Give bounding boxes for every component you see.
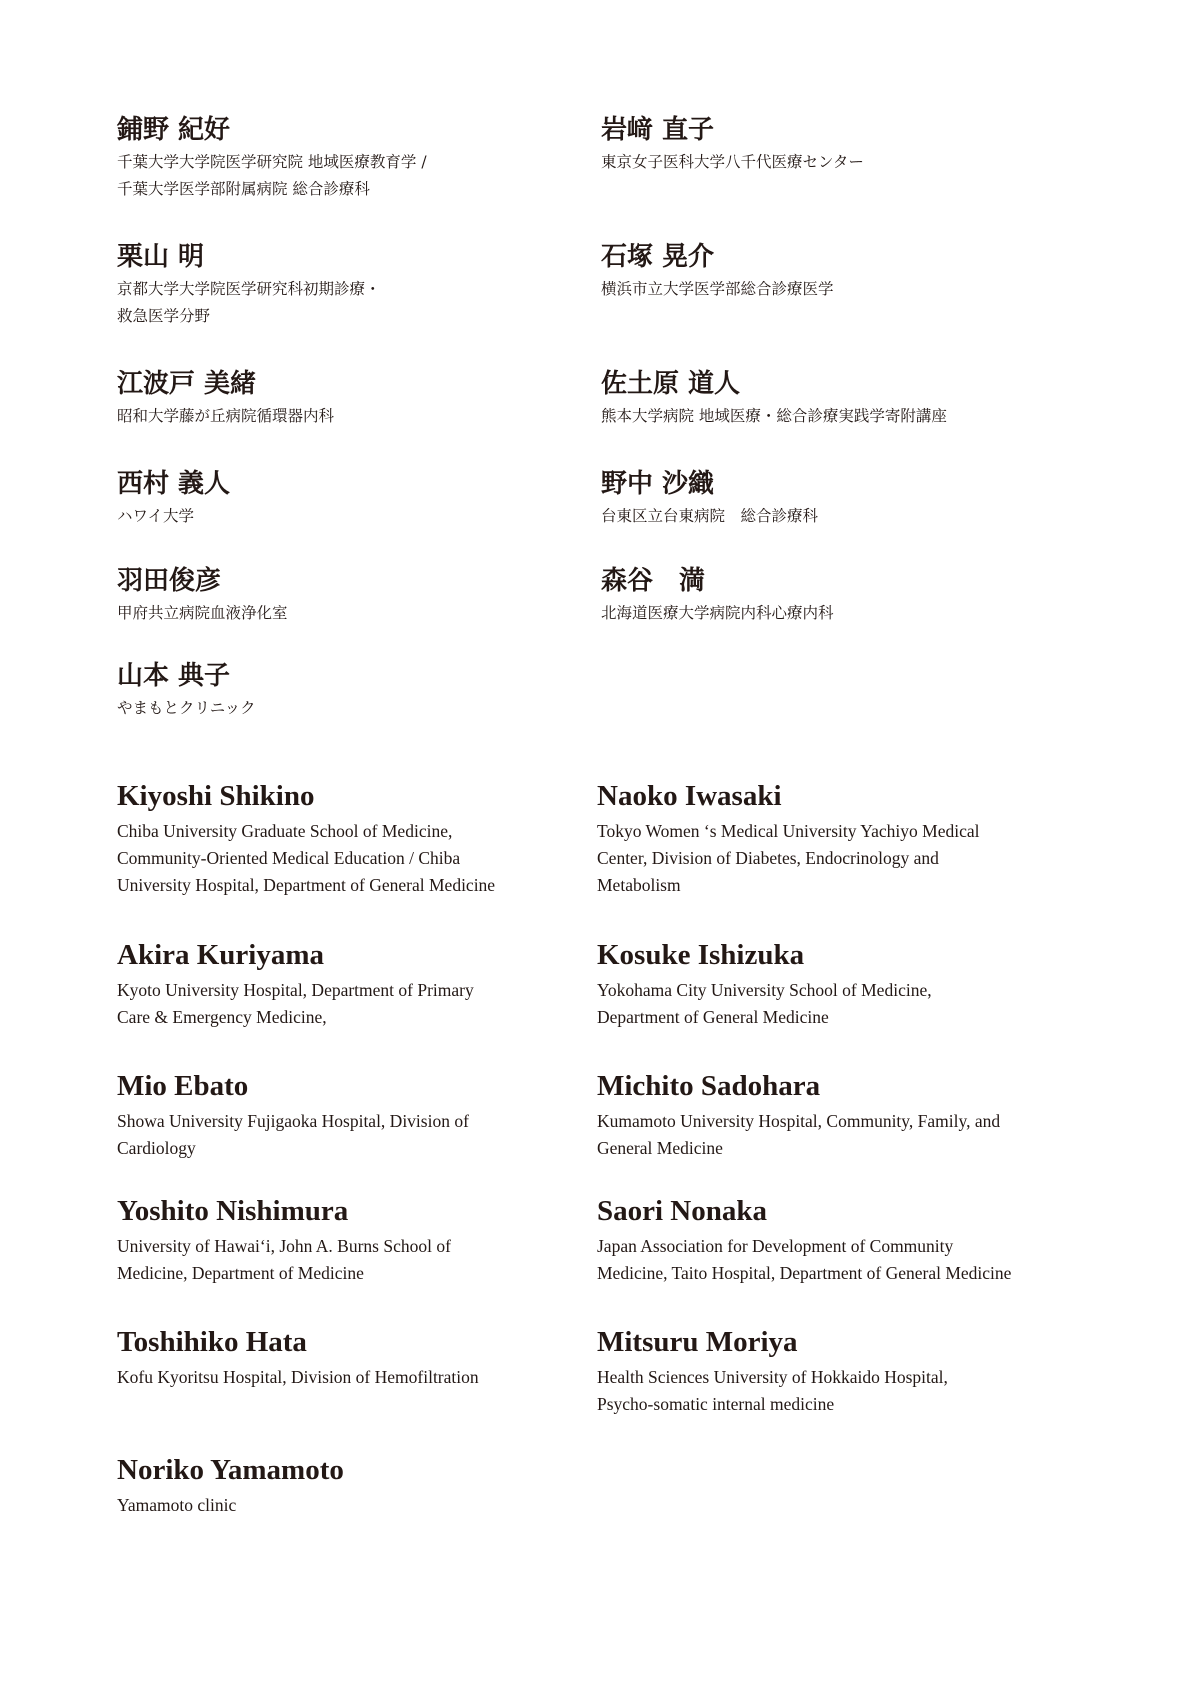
affiliation: やまもとクリニック — [117, 699, 256, 717]
person-name: 西村 義人 — [117, 469, 231, 499]
person-name: 栗山 明 — [117, 242, 205, 272]
affiliation: 甲府共立病院血液浄化室 — [117, 604, 288, 622]
affiliation: 東京女子医科大学八千代医療センター — [601, 153, 864, 171]
person-name: Noriko Yamamoto — [117, 1454, 344, 1486]
jp-entry-sadohara — [601, 367, 1071, 430]
affiliation: Japan Association for Development of Community Medicine, Taito Hospital, Department of General Medicine — [597, 1236, 1012, 1283]
en-entry-sadohara — [597, 1068, 1087, 1162]
en-entry-kuriyama — [117, 937, 597, 1031]
person-name: 岩﨑 直子 — [601, 115, 715, 145]
person-name: Mitsuru Moriya — [597, 1326, 798, 1358]
jp-entry-kuriyama — [117, 240, 587, 330]
affiliation: 昭和大学藤が丘病院循環器内科 — [117, 407, 335, 425]
affiliation: Health Sciences University of Hokkaido Hospital, Psycho-somatic internal medicine — [597, 1367, 948, 1414]
person-name: Mio Ebato — [117, 1070, 249, 1102]
affiliation: 台東区立台東病院 総合診療科 — [601, 507, 819, 525]
jp-entry-shikino — [117, 113, 587, 203]
person-name: Toshihiko Hata — [117, 1326, 307, 1358]
person-name: 江波戸 美緒 — [117, 369, 257, 399]
affiliation: 熊本大学病院 地域医療・総合診療実践学寄附講座 — [601, 407, 947, 425]
en-entry-nishimura — [117, 1193, 597, 1287]
en-entry-iwasaki — [597, 778, 1087, 899]
person-name: 羽田俊彦 — [117, 566, 222, 596]
affiliation: Chiba University Graduate School of Medicine, Community-Oriented Medical Education / Chiba University Hospital, Department of General Medicine — [117, 821, 496, 895]
jp-entry-ebato — [117, 367, 587, 430]
person-name: 鋪野 紀好 — [117, 115, 231, 145]
person-name: 野中 沙織 — [601, 469, 715, 499]
jp-entry-iwasaki — [601, 113, 1071, 176]
affiliation: University of Hawaiʻi, John A. Burns School of Medicine, Department of Medicine — [117, 1236, 451, 1283]
person-name: Yoshito Nishimura — [117, 1195, 349, 1227]
jp-entry-nishimura — [117, 467, 587, 530]
affiliation: Tokyo Women ‘s Medical University Yachiyo Medical Center, Division of Diabetes, Endocrinology and Metabolism — [597, 821, 980, 895]
affiliation: ハワイ大学 — [117, 507, 195, 525]
jp-entry-ishizuka — [601, 240, 1071, 303]
person-name: Kiyoshi Shikino — [117, 780, 315, 812]
affiliation: 北海道医療大学病院内科心療内科 — [601, 604, 834, 622]
person-name: Saori Nonaka — [597, 1195, 768, 1227]
en-entry-moriya — [597, 1324, 1087, 1418]
person-name: 佐土原 道人 — [601, 369, 741, 399]
affiliation: Kyoto University Hospital, Department of Primary Care & Emergency Medicine, — [117, 980, 474, 1027]
jp-entry-nonaka — [601, 467, 1071, 530]
affiliation: Yamamoto clinic — [117, 1495, 237, 1515]
person-name: Naoko Iwasaki — [597, 780, 782, 812]
affiliation: Showa University Fujigaoka Hospital, Division of Cardiology — [117, 1111, 469, 1158]
en-entry-nonaka — [597, 1193, 1087, 1287]
jp-entry-yamamoto — [117, 659, 587, 722]
affiliation: Kofu Kyoritsu Hospital, Division of Hemofiltration — [117, 1367, 479, 1387]
en-entry-shikino — [117, 778, 597, 899]
person-name: Kosuke Ishizuka — [597, 939, 805, 971]
en-entry-ishizuka — [597, 937, 1087, 1031]
affiliation: 横浜市立大学医学部総合診療医学 — [601, 280, 834, 298]
affiliation: 京都大学大学院医学研究科初期診療・ 救急医学分野 — [117, 280, 381, 325]
en-entry-yamamoto — [117, 1452, 597, 1519]
affiliation: Yokohama City University School of Medicine, Department of General Medicine — [597, 980, 932, 1027]
jp-entry-moriya — [601, 564, 1071, 627]
affiliation: 千葉大学大学院医学研究院 地域医療教育学 / 千葉大学医学部附属病院 総合診療科 — [117, 153, 427, 198]
person-name: Michito Sadohara — [597, 1070, 821, 1102]
person-name: 石塚 晃介 — [601, 242, 715, 272]
person-name: Akira Kuriyama — [117, 939, 325, 971]
en-entry-ebato — [117, 1068, 597, 1162]
affiliation: Kumamoto University Hospital, Community, Family, and General Medicine — [597, 1111, 1001, 1158]
en-entry-hata — [117, 1324, 597, 1391]
person-name: 山本 典子 — [117, 661, 231, 691]
person-name: 森谷 満 — [601, 566, 706, 596]
jp-entry-hata — [117, 564, 587, 627]
